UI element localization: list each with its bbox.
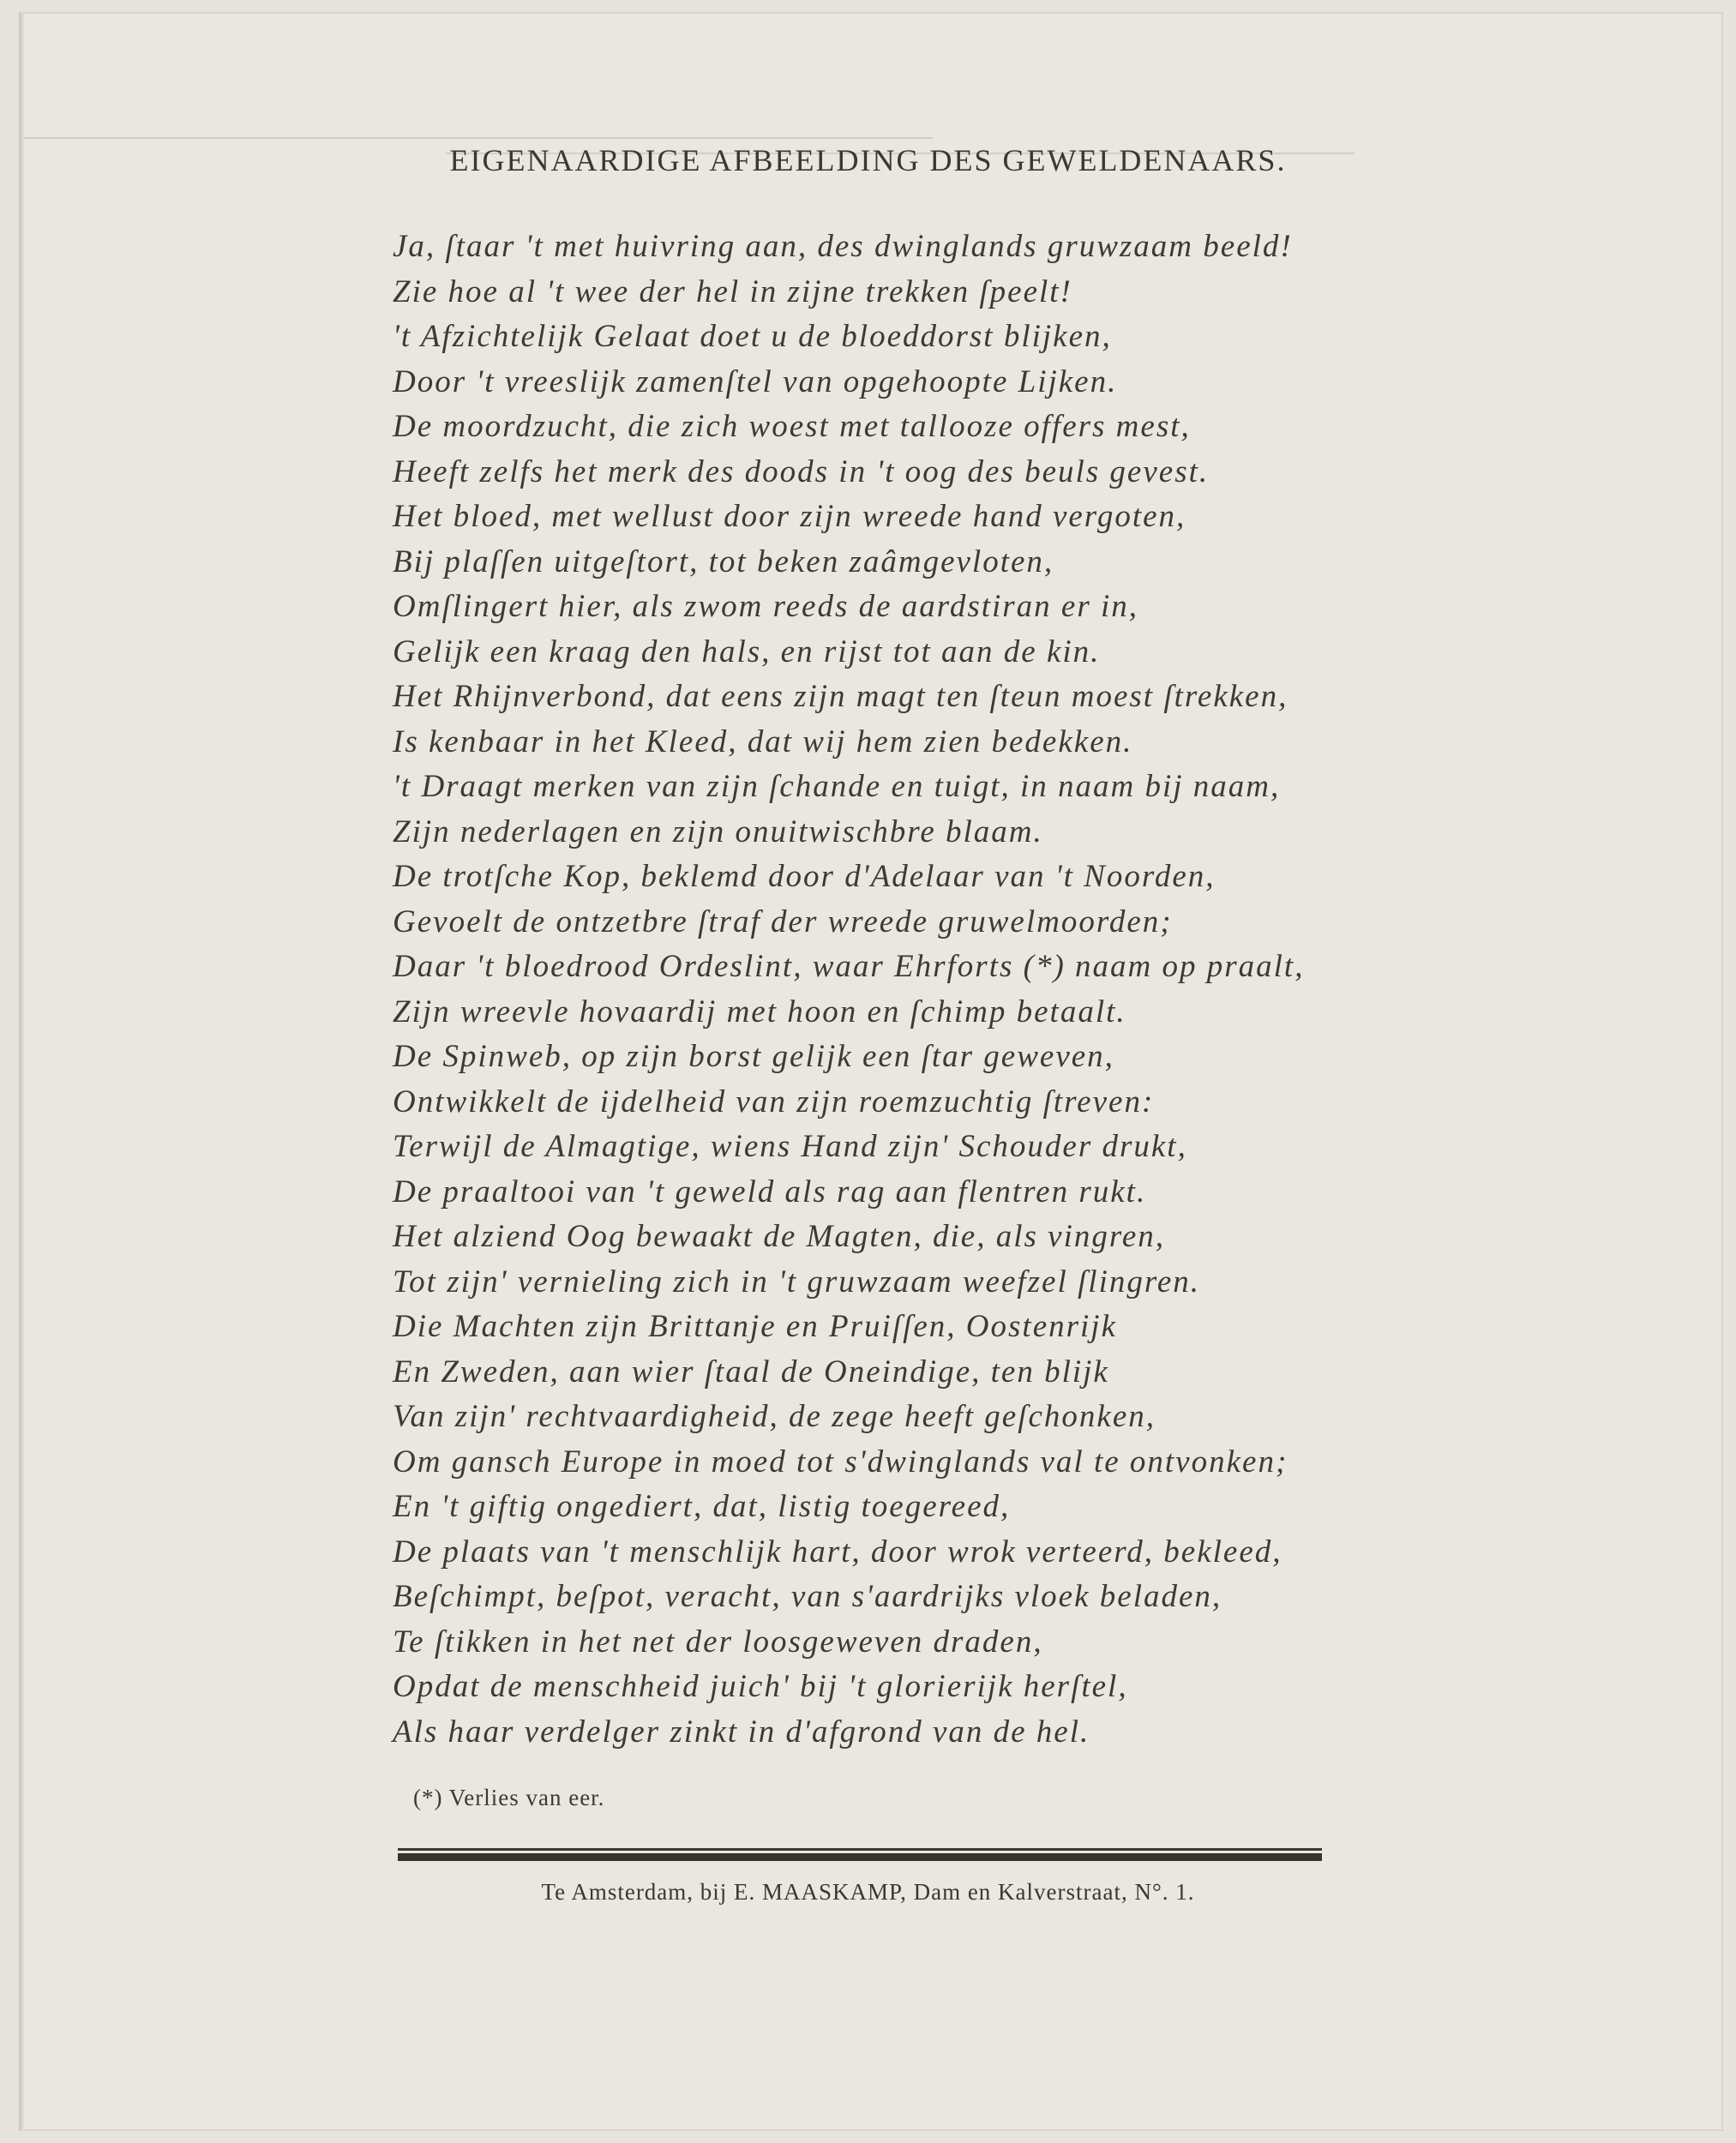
poem-line: De Spinweb, op zijn borst gelijk een ſtar geweven, xyxy=(393,1039,1114,1074)
poem-line: De trotſche Kop, beklemd door d'Adelaar van 't Noorden, xyxy=(393,859,1216,894)
poem-line: De moordzucht, die zich woest met tallooze offers mest, xyxy=(393,409,1191,444)
poem-line: Door 't vreeslijk zamenſtel van opgehoopte Lijken. xyxy=(393,363,1118,399)
footnote: (*) Verlies van eer. xyxy=(413,1785,605,1810)
poem-line: Die Machten zijn Brittanje en Pruiſſen, Oostenrijk xyxy=(393,1309,1118,1344)
rule-thin-line xyxy=(398,1848,1322,1851)
poem-line: Ja, ſtaar 't met huivring aan, des dwinglands gruwzaam beeld! xyxy=(393,229,1293,264)
poem-line: Omſlingert hier, als zwom reeds de aardstiran er in, xyxy=(393,589,1139,624)
poem-line: Terwijl de Almagtige, wiens Hand zijn' Schouder drukt, xyxy=(393,1129,1187,1164)
poem-line: Zijn wreevle hovaardij met hoon en ſchimp betaalt. xyxy=(393,993,1126,1029)
poem-line: Opdat de menschheid juich' bij 't glorierijk herſtel, xyxy=(393,1669,1128,1704)
poem-line: Zijn nederlagen en zijn onuitwischbre blaam. xyxy=(393,813,1043,849)
poem-line: Beſchimpt, beſpot, veracht, van s'aardrijks vloek beladen, xyxy=(393,1579,1222,1614)
rule-thick-line xyxy=(398,1853,1322,1861)
poem-line: Ontwikkelt de ijdelheid van zijn roemzuchtig ſtreven: xyxy=(393,1084,1155,1120)
paper-left-edge xyxy=(19,12,24,2131)
poem-line: Om gansch Europe in moed tot s'dwinglands val te ontvonken; xyxy=(393,1444,1288,1480)
publisher-imprint: Te Amsterdam, bij E. MAASKAMP, Dam en Kalverstraat, N°. 1. xyxy=(541,1879,1195,1905)
poem-line: Het alziend Oog bewaakt de Magten, die, als vingren, xyxy=(393,1219,1166,1254)
poem-line: Is kenbaar in het Kleed, dat wij hem zien bedekken. xyxy=(393,723,1133,759)
poem-line: Gelijk een kraag den hals, en rijst tot aan de kin. xyxy=(393,633,1101,669)
poem-line: Gevoelt de ontzetbre ſtraf der wreede gruwelmoorden; xyxy=(393,903,1173,939)
poem-line: En Zweden, aan wier ſtaal de Oneindige, ten blijk xyxy=(393,1354,1109,1390)
poem-line: Zie hoe al 't wee der hel in zijne trekken ſpeelt! xyxy=(393,273,1072,309)
poem-line: En 't giftig ongediert, dat, listig toegereed, xyxy=(393,1489,1011,1524)
poem-line: De plaats van 't menschlijk hart, door wrok verteerd, bekleed, xyxy=(393,1534,1282,1570)
poem-line: Als haar verdelger zinkt in d'afgrond van de hel. xyxy=(393,1714,1090,1750)
poem xyxy=(393,225,1387,1755)
poem-line: Heeft zelfs het merk des doods in 't oog des beuls gevest. xyxy=(393,453,1210,489)
poem-line: Bij plaſſen uitgeſtort, tot beken zaâmgevloten, xyxy=(393,543,1054,579)
poem-line: Van zijn' rechtvaardigheid, de zege heeft geſchonken, xyxy=(393,1399,1156,1434)
poem-line: De praaltooi van 't geweld als rag aan flentren rukt. xyxy=(393,1174,1147,1210)
poem-line: Tot zijn' vernieling zich in 't gruwzaam weefzel ſlingren. xyxy=(393,1264,1201,1300)
poem-line: Het bloed, met wellust door zijn wreede hand vergoten, xyxy=(393,499,1186,534)
poem-line: 't Draagt merken van zijn ſchande en tuigt, in naam bij naam, xyxy=(393,769,1281,804)
paper-fold-line xyxy=(24,137,933,139)
poem-line: Het Rhijnverbond, dat eens zijn magt ten ſteun moest ſtrekken, xyxy=(393,679,1288,714)
poem-line: Daar 't bloedrood Ordeslint, waar Ehrforts (*) naam op praalt, xyxy=(393,949,1305,984)
document-title: EIGENAARDIGE AFBEELDING DES GEWELDENAARS. xyxy=(449,143,1287,177)
poem-line: Te ſtikken in het net der loosgeweven draden, xyxy=(393,1624,1043,1660)
poem-line: 't Afzichtelijk Gelaat doet u de bloeddorst blijken, xyxy=(393,319,1112,354)
